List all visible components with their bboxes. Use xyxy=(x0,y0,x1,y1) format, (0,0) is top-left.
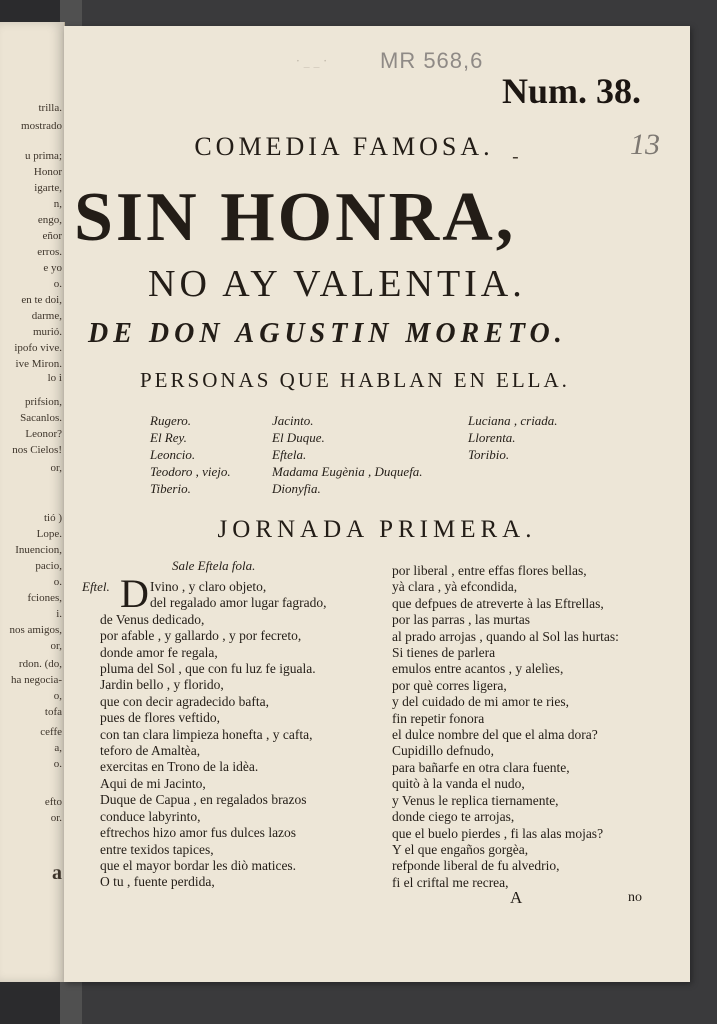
left-page-text: Inuencion, xyxy=(15,544,62,556)
jornada-heading: JORNADA PRIMERA. xyxy=(217,516,537,543)
verse-line: O tu , fuente perdida, xyxy=(100,874,215,890)
left-page-text: efto xyxy=(44,796,62,808)
verse-line: que con decir agradecido bafta, xyxy=(100,693,270,709)
verse-line: para bañarfe en otra clara fuente, xyxy=(392,759,570,775)
verse-column-left xyxy=(100,579,327,891)
left-page-text: a, xyxy=(54,742,62,754)
speaker-label: Eftel. xyxy=(82,579,110,594)
verse-line: quitò à la vanda el nudo, xyxy=(392,776,525,792)
left-page-text: mostrado xyxy=(21,120,62,132)
verse-line: emulos entre acantos , y alelìes, xyxy=(392,661,564,677)
left-page-text: e yo xyxy=(43,262,62,274)
signature-mark: A xyxy=(510,888,523,907)
verse-line: fi el criftal me recrea, xyxy=(392,874,509,890)
verse-line: conduce labyrinto, xyxy=(100,808,201,824)
cast-member: Leoncio. xyxy=(150,447,196,462)
verse-line: por liberal , entre effas flores bellas, xyxy=(392,563,587,578)
verse-line: exercitas en Trono de la idèa. xyxy=(100,759,259,775)
verse-line: entre texidos tapices, xyxy=(100,841,214,857)
verse-line: yà clara , yà efcondida, xyxy=(392,579,518,595)
left-page-text: trilla. xyxy=(38,102,62,114)
left-page-text: or. xyxy=(50,812,62,824)
left-page-text: prifsion, xyxy=(25,396,62,408)
verse-line: refponde liberal de fu alvedrio, xyxy=(392,858,560,874)
cast-member: Eftela. xyxy=(272,447,307,462)
left-page-text: u prima; xyxy=(25,150,62,162)
verse-line: de Venus dedicado, xyxy=(100,611,205,627)
left-page-text: Honor xyxy=(33,166,62,178)
left-page-text: nos amigos, xyxy=(9,624,62,636)
verse-line: que defpues de atreverte à las Eftrellas, xyxy=(392,595,604,611)
left-page-text: o, xyxy=(53,690,62,702)
verse-line: el dulce nombre del que el alma dora? xyxy=(392,727,598,743)
verse-line: con tan clara limpieza honefta , y cafta, xyxy=(100,726,313,742)
left-page-fragment xyxy=(0,22,65,982)
left-page-text: Lope. xyxy=(36,528,62,540)
cast-member: Rugero. xyxy=(150,413,192,428)
personas-heading: PERSONAS QUE HABLAN EN ELLA. xyxy=(140,368,570,392)
left-page-text: ha negocia- xyxy=(11,674,62,686)
left-page-text: nos Cielos! xyxy=(12,444,62,456)
verse-line: Ivino , y claro objeto, xyxy=(150,579,267,594)
verse-line: del regalado amor lugar fagrado, xyxy=(150,595,327,611)
left-page-text: o. xyxy=(53,278,62,290)
verse-line: eftrechos hizo amor fus dulces lazos xyxy=(100,825,297,841)
left-page-text: Sacanlos. xyxy=(20,412,62,424)
verse-line: donde amor fe regala, xyxy=(100,644,218,660)
cast-column-2 xyxy=(272,412,423,497)
verse-line: Cupidillo defnudo, xyxy=(392,743,494,759)
verse-line: Si tienes de parlera xyxy=(392,645,496,661)
cast-member: Teodoro , viejo. xyxy=(150,464,231,479)
cast-member: El Rey. xyxy=(150,430,187,445)
left-page-text: darme, xyxy=(31,310,62,322)
author-line: DE DON AGUSTIN MORETO. xyxy=(88,318,567,349)
play-title-line1: SIN HONRA, xyxy=(74,179,517,256)
verse-line: por què corres ligera, xyxy=(392,677,507,693)
left-page-text: ceffe xyxy=(40,726,62,738)
cast-member: Tiberio. xyxy=(150,481,191,496)
cast-member: Luciana , criada. xyxy=(468,413,558,428)
left-page-text: tió ) xyxy=(43,512,62,524)
left-page-text: Leonor? xyxy=(25,428,62,440)
left-page-text: lo i xyxy=(47,372,62,384)
left-page-text: en te doi, xyxy=(21,294,62,306)
verse-line: y Venus le replica tiernamente, xyxy=(392,792,559,808)
play-number: Num. 38. xyxy=(502,71,642,111)
left-page-text: engo, xyxy=(37,214,62,226)
verse-line: Aqui de mi Jacinto, xyxy=(100,775,206,791)
left-page-text: murió. xyxy=(32,326,62,338)
catchword: no xyxy=(628,890,642,905)
left-page-text: pacio, xyxy=(35,560,62,572)
cast-member: Toribio. xyxy=(468,447,510,462)
cast-member: El Duque. xyxy=(272,430,325,445)
verse-line: Y el que engaños gorgèa, xyxy=(392,841,529,857)
cast-column-3 xyxy=(468,412,558,463)
cast-column-1 xyxy=(150,412,231,497)
faint-ink-mark: · _ _ · xyxy=(296,54,328,68)
comedia-heading: COMEDIA FAMOSA. xyxy=(194,132,494,161)
verse-line: que el buelo pierdes , fi las alas mojas? xyxy=(392,825,604,841)
verse-line: al prado arrojas , quando al Sol las hurtas: xyxy=(392,628,619,644)
left-page-text: eñor xyxy=(42,230,62,242)
left-page-text: o. xyxy=(53,576,62,588)
verse-line: y del cuidado de mi amor te ries, xyxy=(392,694,569,710)
stage-direction: Sale Eftela fola. xyxy=(172,558,256,573)
verse-line: por afable , y gallardo , y por fecreto, xyxy=(100,628,302,644)
pencil-annotation: 13 xyxy=(630,128,660,161)
shelfmark: MR 568,6 xyxy=(380,48,484,73)
cast-member: Madama Eugènia , Duquefa. xyxy=(272,464,423,479)
left-page-text: or, xyxy=(50,462,62,474)
play-title-line2: NO AY VALENTIA. xyxy=(148,263,526,305)
drop-cap: D xyxy=(120,571,149,616)
verse-line: teforo de Amaltèa, xyxy=(100,743,201,759)
cast-member: Dionyfia. xyxy=(272,481,321,496)
left-page-text: a xyxy=(52,862,62,884)
dash-mark: - xyxy=(512,144,519,168)
left-page-text: ive Miron. xyxy=(15,358,62,370)
cast-member: Jacinto. xyxy=(272,413,314,428)
left-page-text: i. xyxy=(56,608,62,620)
left-page-text: ipofo vive. xyxy=(14,342,62,354)
cast-member: Llorenta. xyxy=(468,430,516,445)
verse-line: Duque de Capua , en regalados brazos xyxy=(100,792,307,808)
left-page-text: o. xyxy=(53,758,62,770)
left-page-text: tofa xyxy=(44,706,62,718)
title-page xyxy=(64,26,690,982)
verse-line: fin repetir fonora xyxy=(392,710,485,726)
left-page-text: fciones, xyxy=(27,592,62,604)
verse-line: donde ciego te arrojas, xyxy=(392,809,515,825)
verse-column-right xyxy=(392,563,619,891)
left-page-text: igarte, xyxy=(34,182,62,194)
left-page-text: n, xyxy=(53,198,62,210)
left-page-text: or, xyxy=(50,640,62,652)
verse-line: pluma del Sol , que con fu luz fe iguala. xyxy=(100,661,316,677)
verse-line: pues de flores veftido, xyxy=(100,710,220,726)
verse-line: por las parras , las murtas xyxy=(392,612,530,628)
verse-line: Jardin bello , y florido, xyxy=(100,677,224,693)
left-page-text: rdon. (do, xyxy=(18,658,62,670)
verse-line: que el mayor bordar les diò matices. xyxy=(100,857,297,873)
left-page-text: erros. xyxy=(37,246,62,258)
